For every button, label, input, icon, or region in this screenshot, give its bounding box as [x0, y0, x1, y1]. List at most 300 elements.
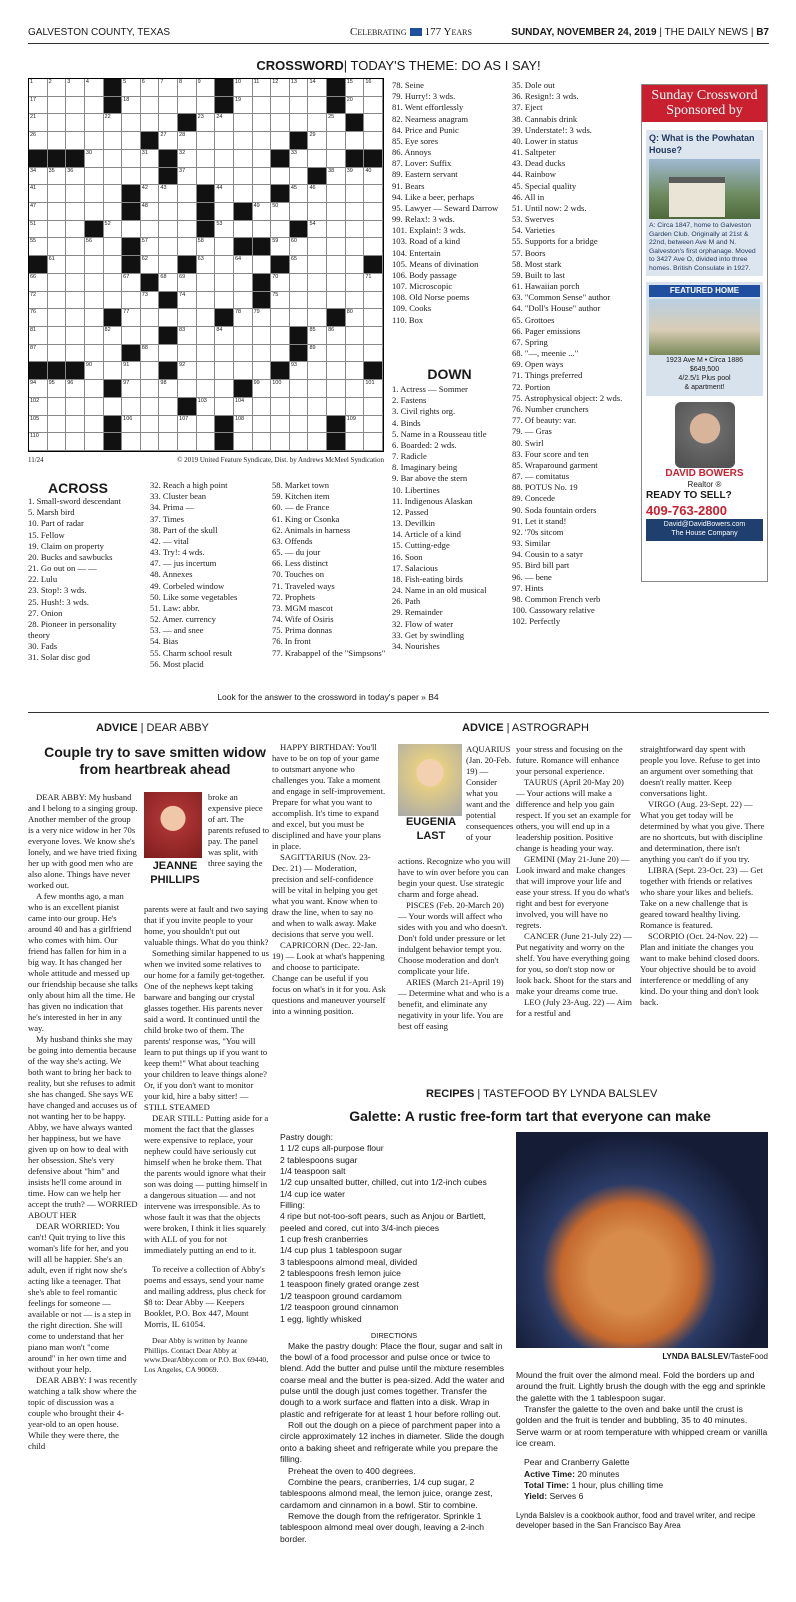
grid-cell[interactable]: 28: [178, 132, 197, 150]
grid-cell[interactable]: 23: [197, 114, 216, 132]
grid-cell[interactable]: [253, 114, 272, 132]
email-text[interactable]: David@DavidBowers.com: [663, 521, 746, 529]
grid-cell[interactable]: 98: [159, 380, 178, 398]
grid-cell[interactable]: [308, 416, 327, 434]
grid-cell[interactable]: [178, 433, 197, 451]
grid-cell[interactable]: [364, 416, 383, 434]
grid-cell[interactable]: [215, 256, 234, 274]
grid-cell[interactable]: 30: [85, 150, 104, 168]
grid-cell[interactable]: 50: [271, 203, 290, 221]
grid-cell[interactable]: [271, 168, 290, 186]
grid-cell[interactable]: [104, 168, 123, 186]
grid-cell[interactable]: 24: [215, 114, 234, 132]
grid-cell[interactable]: [141, 309, 160, 327]
grid-cell[interactable]: [178, 345, 197, 363]
agent-phone[interactable]: 409-763-2800: [646, 503, 727, 518]
grid-cell[interactable]: 64: [234, 256, 253, 274]
crossword-grid[interactable]: [28, 78, 384, 452]
grid-cell[interactable]: [253, 416, 272, 434]
grid-cell[interactable]: [48, 309, 67, 327]
grid-cell[interactable]: [104, 362, 123, 380]
featured-home[interactable]: [646, 282, 763, 395]
grid-cell[interactable]: [346, 362, 365, 380]
grid-cell[interactable]: 108: [234, 416, 253, 434]
grid-cell[interactable]: 48: [141, 203, 160, 221]
grid-cell[interactable]: [234, 345, 253, 363]
grid-cell[interactable]: [85, 256, 104, 274]
grid-cell[interactable]: 101: [364, 380, 383, 398]
grid-cell[interactable]: [308, 97, 327, 115]
grid-cell[interactable]: 92: [178, 362, 197, 380]
grid-cell[interactable]: [66, 309, 85, 327]
grid-cell[interactable]: 10: [234, 79, 253, 97]
grid-cell[interactable]: [159, 309, 178, 327]
grid-cell[interactable]: 67: [122, 274, 141, 292]
grid-cell[interactable]: 3: [66, 79, 85, 97]
grid-cell[interactable]: [271, 416, 290, 434]
grid-cell[interactable]: 93: [290, 362, 309, 380]
grid-cell[interactable]: 100: [271, 380, 290, 398]
grid-cell[interactable]: [66, 416, 85, 434]
grid-cell[interactable]: [308, 274, 327, 292]
grid-cell[interactable]: 9: [197, 79, 216, 97]
grid-cell[interactable]: [346, 327, 365, 345]
grid-cell[interactable]: [364, 203, 383, 221]
grid-cell[interactable]: 33: [290, 150, 309, 168]
grid-cell[interactable]: [364, 185, 383, 203]
grid-cell[interactable]: 45: [290, 185, 309, 203]
grid-cell[interactable]: [234, 132, 253, 150]
grid-cell[interactable]: [122, 327, 141, 345]
grid-cell[interactable]: [48, 238, 67, 256]
grid-cell[interactable]: [197, 345, 216, 363]
grid-cell[interactable]: 7: [159, 79, 178, 97]
grid-cell[interactable]: 25: [327, 114, 346, 132]
grid-cell[interactable]: [48, 185, 67, 203]
grid-cell[interactable]: [290, 168, 309, 186]
grid-cell[interactable]: 59: [271, 238, 290, 256]
grid-cell[interactable]: [253, 327, 272, 345]
grid-cell[interactable]: 76: [29, 309, 48, 327]
grid-cell[interactable]: [364, 221, 383, 239]
grid-cell[interactable]: 74: [178, 292, 197, 310]
grid-cell[interactable]: [308, 238, 327, 256]
grid-cell[interactable]: [141, 327, 160, 345]
grid-cell[interactable]: [290, 309, 309, 327]
grid-cell[interactable]: [346, 398, 365, 416]
grid-cell[interactable]: [308, 256, 327, 274]
grid-cell[interactable]: [48, 132, 67, 150]
grid-cell[interactable]: [104, 238, 123, 256]
grid-cell[interactable]: 2: [48, 79, 67, 97]
grid-cell[interactable]: [364, 292, 383, 310]
grid-cell[interactable]: 104: [234, 398, 253, 416]
grid-cell[interactable]: [48, 416, 67, 434]
grid-cell[interactable]: [234, 274, 253, 292]
grid-cell[interactable]: 55: [29, 238, 48, 256]
grid-cell[interactable]: [253, 221, 272, 239]
grid-cell[interactable]: [141, 433, 160, 451]
grid-cell[interactable]: [271, 345, 290, 363]
grid-cell[interactable]: [197, 97, 216, 115]
grid-cell[interactable]: 51: [29, 221, 48, 239]
grid-cell[interactable]: [104, 345, 123, 363]
grid-cell[interactable]: [178, 238, 197, 256]
grid-cell[interactable]: [308, 433, 327, 451]
grid-cell[interactable]: 82: [104, 327, 123, 345]
grid-cell[interactable]: 22: [104, 114, 123, 132]
grid-cell[interactable]: [66, 256, 85, 274]
grid-cell[interactable]: [66, 292, 85, 310]
grid-cell[interactable]: [85, 168, 104, 186]
grid-cell[interactable]: [104, 150, 123, 168]
grid-cell[interactable]: [308, 309, 327, 327]
grid-cell[interactable]: 68: [159, 274, 178, 292]
grid-cell[interactable]: 65: [290, 256, 309, 274]
grid-cell[interactable]: [215, 362, 234, 380]
grid-cell[interactable]: [197, 150, 216, 168]
grid-cell[interactable]: [66, 398, 85, 416]
grid-cell[interactable]: 16: [364, 79, 383, 97]
grid-cell[interactable]: [271, 309, 290, 327]
grid-cell[interactable]: 19: [234, 97, 253, 115]
grid-cell[interactable]: 40: [364, 168, 383, 186]
grid-cell[interactable]: 62: [141, 256, 160, 274]
grid-cell[interactable]: [327, 274, 346, 292]
grid-cell[interactable]: [234, 362, 253, 380]
grid-cell[interactable]: 79: [253, 309, 272, 327]
grid-cell[interactable]: 77: [122, 309, 141, 327]
grid-cell[interactable]: [290, 380, 309, 398]
grid-cell[interactable]: [253, 168, 272, 186]
grid-cell[interactable]: 26: [29, 132, 48, 150]
grid-cell[interactable]: [290, 274, 309, 292]
grid-cell[interactable]: [178, 221, 197, 239]
grid-cell[interactable]: [159, 416, 178, 434]
grid-cell[interactable]: 49: [253, 203, 272, 221]
grid-cell[interactable]: [66, 114, 85, 132]
grid-cell[interactable]: [234, 327, 253, 345]
grid-cell[interactable]: 41: [29, 185, 48, 203]
grid-cell[interactable]: 27: [159, 132, 178, 150]
grid-cell[interactable]: [85, 185, 104, 203]
grid-cell[interactable]: [327, 398, 346, 416]
grid-cell[interactable]: [159, 433, 178, 451]
grid-cell[interactable]: [234, 292, 253, 310]
grid-cell[interactable]: [85, 416, 104, 434]
grid-cell[interactable]: [346, 132, 365, 150]
grid-cell[interactable]: [85, 292, 104, 310]
grid-cell[interactable]: [364, 327, 383, 345]
grid-cell[interactable]: 89: [308, 345, 327, 363]
grid-cell[interactable]: 35: [48, 168, 67, 186]
grid-cell[interactable]: [308, 114, 327, 132]
grid-cell[interactable]: [159, 114, 178, 132]
grid-cell[interactable]: 91: [122, 362, 141, 380]
grid-cell[interactable]: [141, 362, 160, 380]
grid-cell[interactable]: [327, 150, 346, 168]
grid-cell[interactable]: [271, 97, 290, 115]
grid-cell[interactable]: [141, 416, 160, 434]
grid-cell[interactable]: [66, 433, 85, 451]
grid-cell[interactable]: [197, 327, 216, 345]
grid-cell[interactable]: [159, 97, 178, 115]
grid-cell[interactable]: [290, 416, 309, 434]
grid-cell[interactable]: [234, 221, 253, 239]
grid-cell[interactable]: 90: [85, 362, 104, 380]
grid-cell[interactable]: [178, 380, 197, 398]
grid-cell[interactable]: 38: [327, 168, 346, 186]
grid-cell[interactable]: [234, 433, 253, 451]
grid-cell[interactable]: [234, 168, 253, 186]
grid-cell[interactable]: 13: [290, 79, 309, 97]
grid-cell[interactable]: 46: [308, 185, 327, 203]
grid-cell[interactable]: 61: [48, 256, 67, 274]
grid-cell[interactable]: 42: [141, 185, 160, 203]
grid-cell[interactable]: [159, 398, 178, 416]
grid-cell[interactable]: [234, 185, 253, 203]
grid-cell[interactable]: 107: [178, 416, 197, 434]
grid-cell[interactable]: [290, 292, 309, 310]
grid-cell[interactable]: [253, 97, 272, 115]
grid-cell[interactable]: 52: [104, 221, 123, 239]
grid-cell[interactable]: [327, 380, 346, 398]
grid-cell[interactable]: [104, 256, 123, 274]
grid-cell[interactable]: [85, 380, 104, 398]
grid-cell[interactable]: 102: [29, 398, 48, 416]
grid-cell[interactable]: [327, 238, 346, 256]
grid-cell[interactable]: 60: [290, 238, 309, 256]
grid-cell[interactable]: 1: [29, 79, 48, 97]
grid-cell[interactable]: [178, 185, 197, 203]
grid-cell[interactable]: 20: [346, 97, 365, 115]
grid-cell[interactable]: [346, 221, 365, 239]
grid-cell[interactable]: [215, 150, 234, 168]
grid-cell[interactable]: [215, 132, 234, 150]
grid-cell[interactable]: 34: [29, 168, 48, 186]
grid-cell[interactable]: [197, 274, 216, 292]
grid-cell[interactable]: 4: [85, 79, 104, 97]
grid-cell[interactable]: 14: [308, 79, 327, 97]
grid-cell[interactable]: [66, 97, 85, 115]
grid-cell[interactable]: [327, 362, 346, 380]
grid-cell[interactable]: [197, 416, 216, 434]
grid-cell[interactable]: [122, 398, 141, 416]
grid-cell[interactable]: [48, 398, 67, 416]
grid-cell[interactable]: 96: [66, 380, 85, 398]
grid-cell[interactable]: [141, 380, 160, 398]
grid-cell[interactable]: [66, 274, 85, 292]
grid-cell[interactable]: 18: [122, 97, 141, 115]
grid-cell[interactable]: [327, 203, 346, 221]
grid-cell[interactable]: [85, 309, 104, 327]
grid-cell[interactable]: [364, 114, 383, 132]
grid-cell[interactable]: [141, 168, 160, 186]
grid-cell[interactable]: 83: [178, 327, 197, 345]
grid-cell[interactable]: [234, 150, 253, 168]
grid-cell[interactable]: [48, 327, 67, 345]
grid-cell[interactable]: [364, 433, 383, 451]
grid-cell[interactable]: [141, 221, 160, 239]
grid-cell[interactable]: 80: [346, 309, 365, 327]
grid-cell[interactable]: [178, 203, 197, 221]
grid-cell[interactable]: [253, 433, 272, 451]
grid-cell[interactable]: 56: [85, 238, 104, 256]
grid-cell[interactable]: [215, 380, 234, 398]
grid-cell[interactable]: 31: [141, 150, 160, 168]
grid-cell[interactable]: [346, 185, 365, 203]
grid-cell[interactable]: [104, 203, 123, 221]
grid-cell[interactable]: 106: [122, 416, 141, 434]
grid-cell[interactable]: [104, 132, 123, 150]
grid-cell[interactable]: [346, 380, 365, 398]
grid-cell[interactable]: [364, 97, 383, 115]
grid-cell[interactable]: 37: [178, 168, 197, 186]
grid-cell[interactable]: [327, 185, 346, 203]
grid-cell[interactable]: [215, 203, 234, 221]
grid-cell[interactable]: [215, 238, 234, 256]
grid-cell[interactable]: [327, 345, 346, 363]
grid-cell[interactable]: [159, 256, 178, 274]
grid-cell[interactable]: [48, 97, 67, 115]
grid-cell[interactable]: [308, 150, 327, 168]
grid-cell[interactable]: [48, 345, 67, 363]
grid-cell[interactable]: [271, 132, 290, 150]
grid-cell[interactable]: [290, 114, 309, 132]
grid-cell[interactable]: [346, 203, 365, 221]
grid-cell[interactable]: [197, 168, 216, 186]
grid-cell[interactable]: [159, 221, 178, 239]
grid-cell[interactable]: 12: [271, 79, 290, 97]
grid-cell[interactable]: [197, 309, 216, 327]
grid-cell[interactable]: [290, 203, 309, 221]
grid-cell[interactable]: [327, 292, 346, 310]
grid-cell[interactable]: [48, 274, 67, 292]
grid-cell[interactable]: 36: [66, 168, 85, 186]
grid-cell[interactable]: [48, 114, 67, 132]
grid-cell[interactable]: [253, 256, 272, 274]
grid-cell[interactable]: 99: [253, 380, 272, 398]
grid-cell[interactable]: 54: [308, 221, 327, 239]
grid-cell[interactable]: [308, 292, 327, 310]
grid-cell[interactable]: [271, 433, 290, 451]
grid-cell[interactable]: 6: [141, 79, 160, 97]
grid-cell[interactable]: [122, 132, 141, 150]
grid-cell[interactable]: [178, 97, 197, 115]
grid-cell[interactable]: [271, 221, 290, 239]
grid-cell[interactable]: [197, 362, 216, 380]
grid-cell[interactable]: [290, 433, 309, 451]
grid-cell[interactable]: [104, 185, 123, 203]
grid-cell[interactable]: [104, 274, 123, 292]
grid-cell[interactable]: [215, 345, 234, 363]
grid-cell[interactable]: 8: [178, 79, 197, 97]
grid-cell[interactable]: 70: [271, 274, 290, 292]
grid-cell[interactable]: 32: [178, 150, 197, 168]
grid-cell[interactable]: [364, 398, 383, 416]
grid-cell[interactable]: 53: [215, 221, 234, 239]
grid-cell[interactable]: 39: [346, 168, 365, 186]
grid-cell[interactable]: [346, 238, 365, 256]
grid-cell[interactable]: [271, 327, 290, 345]
grid-cell[interactable]: [253, 185, 272, 203]
grid-cell[interactable]: [253, 132, 272, 150]
grid-cell[interactable]: [122, 114, 141, 132]
grid-cell[interactable]: 78: [234, 309, 253, 327]
grid-cell[interactable]: [66, 203, 85, 221]
grid-cell[interactable]: [48, 221, 67, 239]
grid-cell[interactable]: [346, 256, 365, 274]
grid-cell[interactable]: [66, 132, 85, 150]
grid-cell[interactable]: [66, 221, 85, 239]
grid-cell[interactable]: 86: [327, 327, 346, 345]
grid-cell[interactable]: [122, 292, 141, 310]
grid-cell[interactable]: [234, 114, 253, 132]
grid-cell[interactable]: 75: [271, 292, 290, 310]
grid-cell[interactable]: [85, 114, 104, 132]
grid-cell[interactable]: [48, 203, 67, 221]
grid-cell[interactable]: [364, 345, 383, 363]
grid-cell[interactable]: [215, 168, 234, 186]
grid-cell[interactable]: [66, 327, 85, 345]
grid-cell[interactable]: [178, 309, 197, 327]
grid-cell[interactable]: 88: [141, 345, 160, 363]
grid-cell[interactable]: [104, 292, 123, 310]
grid-cell[interactable]: [364, 238, 383, 256]
grid-cell[interactable]: [85, 345, 104, 363]
grid-cell[interactable]: [85, 327, 104, 345]
grid-cell[interactable]: [290, 97, 309, 115]
grid-cell[interactable]: 44: [215, 185, 234, 203]
grid-cell[interactable]: [85, 398, 104, 416]
grid-cell[interactable]: [85, 132, 104, 150]
grid-cell[interactable]: [122, 150, 141, 168]
grid-cell[interactable]: [346, 433, 365, 451]
grid-cell[interactable]: 15: [346, 79, 365, 97]
grid-cell[interactable]: [197, 292, 216, 310]
grid-cell[interactable]: [346, 345, 365, 363]
grid-cell[interactable]: [122, 221, 141, 239]
grid-cell[interactable]: [141, 114, 160, 132]
grid-cell[interactable]: [253, 345, 272, 363]
grid-cell[interactable]: [141, 398, 160, 416]
grid-cell[interactable]: [85, 97, 104, 115]
grid-cell[interactable]: 84: [215, 327, 234, 345]
grid-cell[interactable]: [215, 274, 234, 292]
grid-cell[interactable]: [308, 380, 327, 398]
grid-cell[interactable]: 11: [253, 79, 272, 97]
grid-cell[interactable]: 29: [308, 132, 327, 150]
grid-cell[interactable]: 69: [178, 274, 197, 292]
grid-cell[interactable]: [66, 185, 85, 203]
grid-cell[interactable]: [85, 203, 104, 221]
grid-cell[interactable]: [159, 345, 178, 363]
grid-cell[interactable]: 81: [29, 327, 48, 345]
grid-cell[interactable]: 58: [197, 238, 216, 256]
grid-cell[interactable]: [364, 132, 383, 150]
grid-cell[interactable]: [364, 309, 383, 327]
grid-cell[interactable]: 87: [29, 345, 48, 363]
grid-cell[interactable]: [308, 203, 327, 221]
grid-cell[interactable]: [327, 256, 346, 274]
grid-cell[interactable]: [327, 132, 346, 150]
grid-cell[interactable]: [104, 398, 123, 416]
grid-cell[interactable]: [271, 114, 290, 132]
grid-cell[interactable]: [141, 97, 160, 115]
grid-cell[interactable]: [308, 398, 327, 416]
grid-cell[interactable]: 17: [29, 97, 48, 115]
grid-cell[interactable]: 110: [29, 433, 48, 451]
